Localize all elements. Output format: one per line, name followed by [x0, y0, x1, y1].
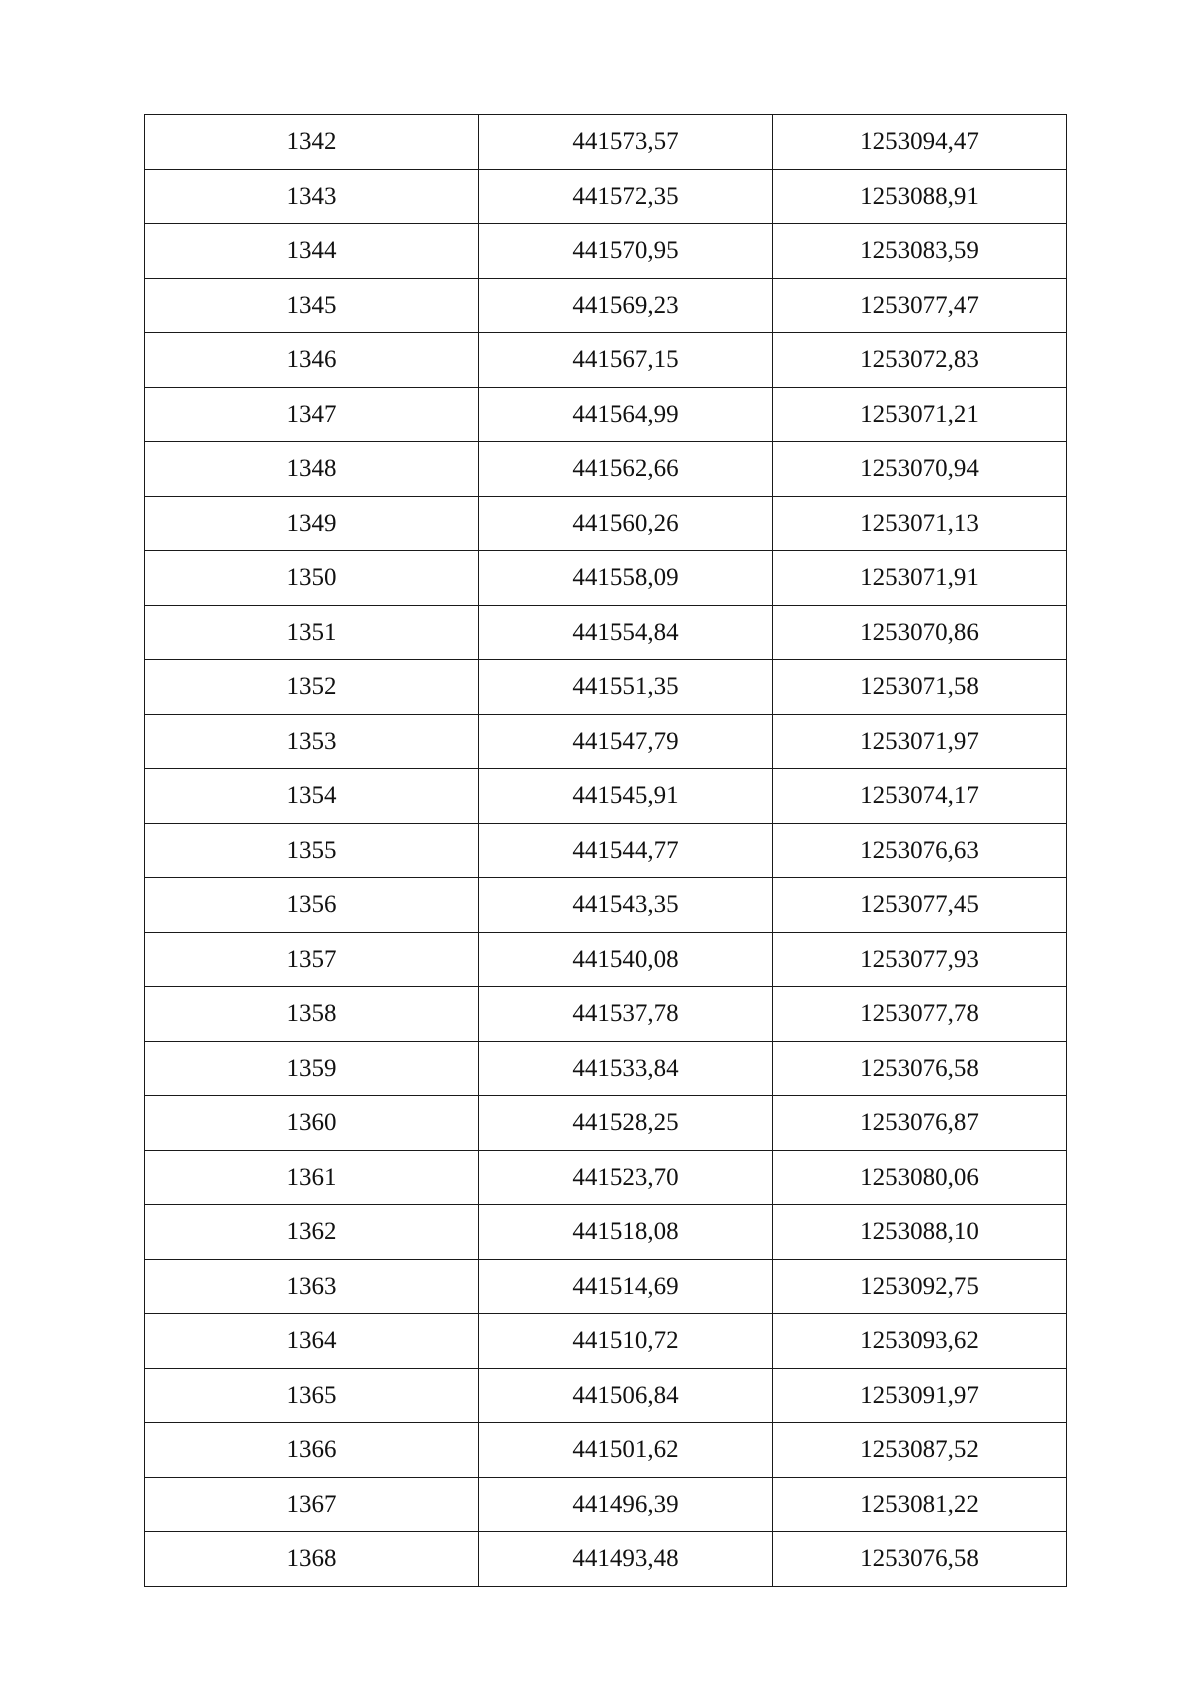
table-row	[145, 1259, 1067, 1314]
point-number-cell: 1360	[145, 1096, 479, 1151]
point-number-cell: 1353	[145, 714, 479, 769]
x-coordinate-cell: 441533,84	[479, 1041, 773, 1096]
x-coordinate-cell: 441551,35	[479, 660, 773, 715]
point-number-cell: 1351	[145, 605, 479, 660]
point-number-cell: 1361	[145, 1150, 479, 1205]
table-row	[145, 1314, 1067, 1369]
table-row	[145, 823, 1067, 878]
y-coordinate-cell: 1253071,97	[773, 714, 1067, 769]
x-coordinate-cell: 441510,72	[479, 1314, 773, 1369]
y-coordinate-cell: 1253076,58	[773, 1041, 1067, 1096]
coordinates-table	[144, 114, 1067, 1587]
y-coordinate-cell: 1253077,45	[773, 878, 1067, 933]
table-row	[145, 605, 1067, 660]
x-coordinate-cell: 441506,84	[479, 1368, 773, 1423]
table-row	[145, 1423, 1067, 1478]
y-coordinate-cell: 1253077,47	[773, 278, 1067, 333]
x-coordinate-cell: 441562,66	[479, 442, 773, 497]
point-number-cell: 1342	[145, 115, 479, 170]
table-row	[145, 660, 1067, 715]
y-coordinate-cell: 1253071,91	[773, 551, 1067, 606]
point-number-cell: 1348	[145, 442, 479, 497]
y-coordinate-cell: 1253072,83	[773, 333, 1067, 388]
point-number-cell: 1355	[145, 823, 479, 878]
table-row	[145, 878, 1067, 933]
table-row	[145, 1096, 1067, 1151]
y-coordinate-cell: 1253070,94	[773, 442, 1067, 497]
table-row	[145, 333, 1067, 388]
y-coordinate-cell: 1253088,91	[773, 169, 1067, 224]
table-row	[145, 387, 1067, 442]
point-number-cell: 1354	[145, 769, 479, 824]
table-row	[145, 169, 1067, 224]
y-coordinate-cell: 1253070,86	[773, 605, 1067, 660]
x-coordinate-cell: 441554,84	[479, 605, 773, 660]
x-coordinate-cell: 441567,15	[479, 333, 773, 388]
point-number-cell: 1363	[145, 1259, 479, 1314]
y-coordinate-cell: 1253081,22	[773, 1477, 1067, 1532]
x-coordinate-cell: 441528,25	[479, 1096, 773, 1151]
x-coordinate-cell: 441564,99	[479, 387, 773, 442]
y-coordinate-cell: 1253076,63	[773, 823, 1067, 878]
point-number-cell: 1345	[145, 278, 479, 333]
table-row	[145, 1368, 1067, 1423]
y-coordinate-cell: 1253087,52	[773, 1423, 1067, 1478]
point-number-cell: 1362	[145, 1205, 479, 1260]
x-coordinate-cell: 441547,79	[479, 714, 773, 769]
x-coordinate-cell: 441573,57	[479, 115, 773, 170]
y-coordinate-cell: 1253093,62	[773, 1314, 1067, 1369]
x-coordinate-cell: 441569,23	[479, 278, 773, 333]
y-coordinate-cell: 1253094,47	[773, 115, 1067, 170]
point-number-cell: 1343	[145, 169, 479, 224]
table-row	[145, 1205, 1067, 1260]
y-coordinate-cell: 1253071,58	[773, 660, 1067, 715]
x-coordinate-cell: 441523,70	[479, 1150, 773, 1205]
y-coordinate-cell: 1253071,13	[773, 496, 1067, 551]
table-row	[145, 1477, 1067, 1532]
table-row	[145, 115, 1067, 170]
point-number-cell: 1357	[145, 932, 479, 987]
x-coordinate-cell: 441496,39	[479, 1477, 773, 1532]
table-row	[145, 769, 1067, 824]
table-row	[145, 1041, 1067, 1096]
table-row	[145, 442, 1067, 497]
x-coordinate-cell: 441572,35	[479, 169, 773, 224]
coordinates-table-body	[145, 115, 1067, 1587]
y-coordinate-cell: 1253077,93	[773, 932, 1067, 987]
point-number-cell: 1364	[145, 1314, 479, 1369]
x-coordinate-cell: 441518,08	[479, 1205, 773, 1260]
point-number-cell: 1367	[145, 1477, 479, 1532]
x-coordinate-cell: 441544,77	[479, 823, 773, 878]
table-row	[145, 224, 1067, 279]
x-coordinate-cell: 441543,35	[479, 878, 773, 933]
y-coordinate-cell: 1253092,75	[773, 1259, 1067, 1314]
point-number-cell: 1347	[145, 387, 479, 442]
point-number-cell: 1359	[145, 1041, 479, 1096]
point-number-cell: 1346	[145, 333, 479, 388]
y-coordinate-cell: 1253071,21	[773, 387, 1067, 442]
x-coordinate-cell: 441537,78	[479, 987, 773, 1042]
point-number-cell: 1350	[145, 551, 479, 606]
table-row	[145, 551, 1067, 606]
x-coordinate-cell: 441540,08	[479, 932, 773, 987]
table-row	[145, 1532, 1067, 1587]
x-coordinate-cell: 441558,09	[479, 551, 773, 606]
y-coordinate-cell: 1253088,10	[773, 1205, 1067, 1260]
point-number-cell: 1356	[145, 878, 479, 933]
point-number-cell: 1344	[145, 224, 479, 279]
table-row	[145, 714, 1067, 769]
y-coordinate-cell: 1253076,58	[773, 1532, 1067, 1587]
y-coordinate-cell: 1253091,97	[773, 1368, 1067, 1423]
table-row	[145, 987, 1067, 1042]
y-coordinate-cell: 1253077,78	[773, 987, 1067, 1042]
point-number-cell: 1358	[145, 987, 479, 1042]
x-coordinate-cell: 441570,95	[479, 224, 773, 279]
x-coordinate-cell: 441560,26	[479, 496, 773, 551]
y-coordinate-cell: 1253080,06	[773, 1150, 1067, 1205]
table-row	[145, 1150, 1067, 1205]
point-number-cell: 1368	[145, 1532, 479, 1587]
table-row	[145, 278, 1067, 333]
x-coordinate-cell: 441514,69	[479, 1259, 773, 1314]
point-number-cell: 1365	[145, 1368, 479, 1423]
y-coordinate-cell: 1253076,87	[773, 1096, 1067, 1151]
point-number-cell: 1366	[145, 1423, 479, 1478]
x-coordinate-cell: 441545,91	[479, 769, 773, 824]
table-row	[145, 932, 1067, 987]
y-coordinate-cell: 1253083,59	[773, 224, 1067, 279]
x-coordinate-cell: 441501,62	[479, 1423, 773, 1478]
x-coordinate-cell: 441493,48	[479, 1532, 773, 1587]
point-number-cell: 1349	[145, 496, 479, 551]
point-number-cell: 1352	[145, 660, 479, 715]
table-row	[145, 496, 1067, 551]
y-coordinate-cell: 1253074,17	[773, 769, 1067, 824]
